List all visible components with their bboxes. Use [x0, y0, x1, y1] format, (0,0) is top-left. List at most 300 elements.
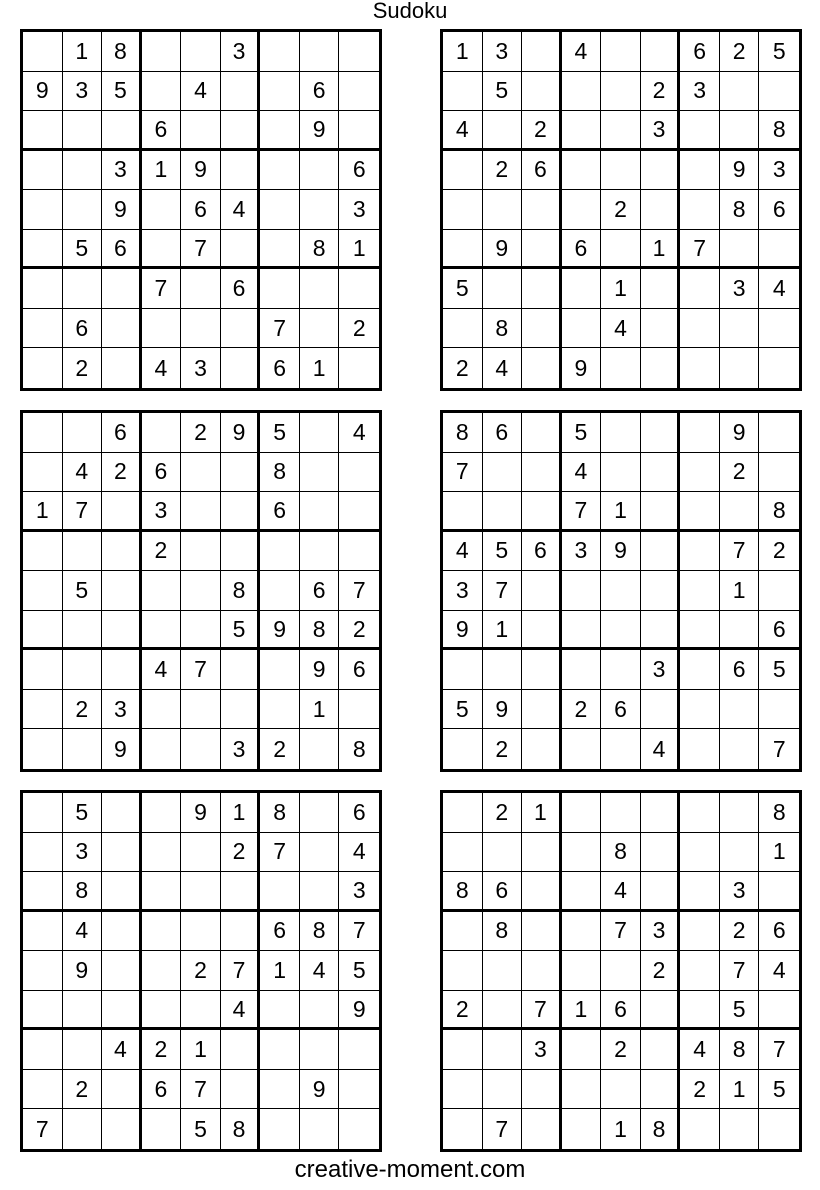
sudoku-cell[interactable] — [522, 72, 562, 112]
sudoku-cell[interactable] — [759, 413, 799, 453]
sudoku-cell[interactable]: 6 — [102, 230, 142, 270]
sudoku-cell[interactable] — [181, 912, 221, 952]
sudoku-cell[interactable]: 1 — [601, 1109, 641, 1149]
sudoku-cell[interactable]: 6 — [221, 269, 261, 309]
sudoku-cell[interactable] — [63, 991, 103, 1031]
sudoku-cell[interactable]: 9 — [483, 690, 523, 730]
sudoku-cell[interactable] — [102, 872, 142, 912]
sudoku-cell[interactable]: 4 — [221, 991, 261, 1031]
sudoku-cell[interactable] — [601, 230, 641, 270]
sudoku-cell[interactable] — [522, 912, 562, 952]
sudoku-cell[interactable] — [680, 912, 720, 952]
sudoku-cell[interactable]: 5 — [221, 611, 261, 651]
sudoku-cell[interactable]: 2 — [181, 413, 221, 453]
sudoku-cell[interactable]: 6 — [63, 309, 103, 349]
sudoku-cell[interactable] — [260, 532, 300, 572]
sudoku-cell[interactable] — [23, 571, 63, 611]
sudoku-cell[interactable]: 6 — [142, 111, 182, 151]
sudoku-cell[interactable] — [680, 309, 720, 349]
sudoku-cell[interactable]: 1 — [142, 151, 182, 191]
sudoku-cell[interactable] — [300, 532, 340, 572]
sudoku-cell[interactable] — [759, 309, 799, 349]
sudoku-cell[interactable] — [339, 269, 379, 309]
sudoku-cell[interactable] — [181, 872, 221, 912]
sudoku-cell[interactable]: 8 — [720, 190, 760, 230]
sudoku-cell[interactable] — [680, 532, 720, 572]
sudoku-cell[interactable]: 5 — [759, 1070, 799, 1110]
sudoku-cell[interactable] — [641, 611, 681, 651]
sudoku-cell[interactable]: 1 — [339, 230, 379, 270]
sudoku-cell[interactable] — [339, 453, 379, 493]
sudoku-cell[interactable] — [601, 1070, 641, 1110]
sudoku-cell[interactable]: 3 — [181, 348, 221, 388]
sudoku-cell[interactable]: 7 — [181, 1070, 221, 1110]
sudoku-cell[interactable] — [601, 111, 641, 151]
sudoku-cell[interactable]: 6 — [759, 912, 799, 952]
sudoku-cell[interactable] — [720, 729, 760, 769]
sudoku-cell[interactable] — [562, 912, 602, 952]
sudoku-cell[interactable]: 1 — [522, 793, 562, 833]
sudoku-cell[interactable] — [221, 230, 261, 270]
sudoku-cell[interactable]: 1 — [483, 611, 523, 651]
sudoku-cell[interactable] — [23, 833, 63, 873]
sudoku-cell[interactable]: 4 — [221, 190, 261, 230]
sudoku-cell[interactable] — [23, 793, 63, 833]
sudoku-cell[interactable] — [102, 991, 142, 1031]
sudoku-cell[interactable]: 8 — [221, 571, 261, 611]
sudoku-cell[interactable] — [181, 32, 221, 72]
sudoku-cell[interactable] — [443, 650, 483, 690]
sudoku-cell[interactable] — [221, 690, 261, 730]
sudoku-cell[interactable]: 6 — [142, 1070, 182, 1110]
sudoku-cell[interactable] — [680, 991, 720, 1031]
sudoku-cell[interactable] — [443, 912, 483, 952]
sudoku-cell[interactable]: 3 — [102, 151, 142, 191]
sudoku-cell[interactable] — [142, 571, 182, 611]
sudoku-cell[interactable] — [63, 190, 103, 230]
sudoku-cell[interactable]: 7 — [221, 951, 261, 991]
sudoku-cell[interactable]: 2 — [181, 951, 221, 991]
sudoku-cell[interactable] — [641, 1070, 681, 1110]
sudoku-cell[interactable] — [102, 269, 142, 309]
sudoku-cell[interactable]: 3 — [443, 571, 483, 611]
sudoku-cell[interactable]: 9 — [102, 729, 142, 769]
sudoku-cell[interactable] — [483, 1030, 523, 1070]
sudoku-cell[interactable]: 5 — [63, 230, 103, 270]
sudoku-cell[interactable] — [63, 111, 103, 151]
sudoku-cell[interactable] — [562, 190, 602, 230]
sudoku-cell[interactable]: 3 — [142, 492, 182, 532]
sudoku-cell[interactable]: 3 — [562, 532, 602, 572]
sudoku-cell[interactable] — [680, 650, 720, 690]
sudoku-cell[interactable] — [680, 833, 720, 873]
sudoku-cell[interactable] — [260, 1030, 300, 1070]
sudoku-cell[interactable]: 9 — [102, 190, 142, 230]
sudoku-cell[interactable] — [181, 492, 221, 532]
sudoku-cell[interactable]: 9 — [601, 532, 641, 572]
sudoku-cell[interactable] — [300, 453, 340, 493]
sudoku-cell[interactable] — [63, 269, 103, 309]
sudoku-cell[interactable]: 9 — [181, 793, 221, 833]
sudoku-cell[interactable] — [522, 571, 562, 611]
sudoku-cell[interactable] — [443, 951, 483, 991]
sudoku-cell[interactable] — [759, 690, 799, 730]
sudoku-cell[interactable] — [601, 571, 641, 611]
sudoku-cell[interactable] — [300, 991, 340, 1031]
sudoku-cell[interactable] — [759, 230, 799, 270]
sudoku-cell[interactable]: 2 — [759, 532, 799, 572]
sudoku-cell[interactable] — [601, 611, 641, 651]
sudoku-cell[interactable] — [260, 111, 300, 151]
sudoku-cell[interactable] — [339, 492, 379, 532]
sudoku-cell[interactable]: 6 — [181, 190, 221, 230]
sudoku-cell[interactable]: 6 — [562, 230, 602, 270]
sudoku-cell[interactable] — [23, 991, 63, 1031]
sudoku-cell[interactable] — [601, 413, 641, 453]
sudoku-cell[interactable] — [443, 1109, 483, 1149]
sudoku-cell[interactable]: 2 — [601, 190, 641, 230]
sudoku-cell[interactable]: 4 — [443, 532, 483, 572]
sudoku-cell[interactable]: 3 — [641, 111, 681, 151]
sudoku-cell[interactable]: 4 — [562, 453, 602, 493]
sudoku-cell[interactable] — [221, 492, 261, 532]
sudoku-cell[interactable]: 1 — [720, 571, 760, 611]
sudoku-cell[interactable]: 9 — [300, 650, 340, 690]
sudoku-cell[interactable]: 3 — [720, 269, 760, 309]
sudoku-cell[interactable] — [680, 111, 720, 151]
sudoku-cell[interactable]: 8 — [300, 611, 340, 651]
sudoku-cell[interactable] — [562, 872, 602, 912]
sudoku-cell[interactable] — [260, 991, 300, 1031]
sudoku-cell[interactable] — [181, 991, 221, 1031]
sudoku-cell[interactable]: 1 — [443, 32, 483, 72]
sudoku-cell[interactable] — [483, 650, 523, 690]
sudoku-cell[interactable] — [300, 190, 340, 230]
sudoku-cell[interactable] — [181, 611, 221, 651]
sudoku-cell[interactable] — [339, 690, 379, 730]
sudoku-cell[interactable] — [562, 793, 602, 833]
sudoku-cell[interactable] — [522, 453, 562, 493]
sudoku-cell[interactable]: 3 — [641, 912, 681, 952]
sudoku-cell[interactable]: 2 — [260, 729, 300, 769]
sudoku-cell[interactable] — [23, 32, 63, 72]
sudoku-cell[interactable]: 2 — [641, 951, 681, 991]
sudoku-cell[interactable]: 6 — [260, 492, 300, 532]
sudoku-cell[interactable] — [680, 793, 720, 833]
sudoku-cell[interactable]: 7 — [181, 650, 221, 690]
sudoku-cell[interactable]: 7 — [339, 571, 379, 611]
sudoku-cell[interactable] — [260, 571, 300, 611]
sudoku-cell[interactable]: 5 — [181, 1109, 221, 1149]
sudoku-cell[interactable]: 4 — [601, 309, 641, 349]
sudoku-cell[interactable] — [300, 1030, 340, 1070]
sudoku-cell[interactable] — [641, 413, 681, 453]
sudoku-cell[interactable]: 6 — [102, 413, 142, 453]
sudoku-cell[interactable]: 2 — [522, 111, 562, 151]
sudoku-cell[interactable] — [641, 571, 681, 611]
sudoku-cell[interactable]: 8 — [601, 833, 641, 873]
sudoku-cell[interactable] — [300, 872, 340, 912]
sudoku-cell[interactable] — [339, 1070, 379, 1110]
sudoku-cell[interactable]: 3 — [221, 32, 261, 72]
sudoku-cell[interactable] — [221, 532, 261, 572]
sudoku-cell[interactable] — [221, 650, 261, 690]
sudoku-cell[interactable] — [142, 230, 182, 270]
sudoku-cell[interactable] — [23, 951, 63, 991]
sudoku-cell[interactable] — [562, 951, 602, 991]
sudoku-cell[interactable] — [142, 991, 182, 1031]
sudoku-cell[interactable] — [483, 991, 523, 1031]
sudoku-cell[interactable]: 9 — [23, 72, 63, 112]
sudoku-cell[interactable] — [300, 833, 340, 873]
sudoku-cell[interactable]: 2 — [641, 72, 681, 112]
sudoku-cell[interactable] — [522, 690, 562, 730]
sudoku-cell[interactable]: 7 — [562, 492, 602, 532]
sudoku-cell[interactable] — [23, 190, 63, 230]
sudoku-cell[interactable] — [221, 912, 261, 952]
sudoku-cell[interactable] — [260, 872, 300, 912]
sudoku-cell[interactable] — [641, 309, 681, 349]
sudoku-cell[interactable] — [601, 72, 641, 112]
sudoku-cell[interactable]: 5 — [63, 571, 103, 611]
sudoku-cell[interactable]: 1 — [260, 951, 300, 991]
sudoku-cell[interactable]: 8 — [63, 872, 103, 912]
sudoku-cell[interactable] — [562, 1109, 602, 1149]
sudoku-cell[interactable]: 6 — [339, 650, 379, 690]
sudoku-cell[interactable] — [142, 309, 182, 349]
sudoku-cell[interactable] — [23, 611, 63, 651]
sudoku-cell[interactable] — [522, 1070, 562, 1110]
sudoku-cell[interactable] — [562, 650, 602, 690]
sudoku-cell[interactable] — [260, 230, 300, 270]
sudoku-cell[interactable]: 7 — [260, 833, 300, 873]
sudoku-cell[interactable] — [221, 111, 261, 151]
sudoku-cell[interactable]: 3 — [680, 72, 720, 112]
sudoku-cell[interactable]: 5 — [339, 951, 379, 991]
sudoku-cell[interactable]: 6 — [720, 650, 760, 690]
sudoku-cell[interactable] — [142, 793, 182, 833]
sudoku-cell[interactable] — [641, 453, 681, 493]
sudoku-cell[interactable] — [300, 151, 340, 191]
sudoku-cell[interactable]: 2 — [63, 1070, 103, 1110]
sudoku-cell[interactable] — [23, 348, 63, 388]
sudoku-cell[interactable] — [23, 690, 63, 730]
sudoku-cell[interactable] — [181, 453, 221, 493]
sudoku-cell[interactable] — [23, 532, 63, 572]
sudoku-cell[interactable]: 7 — [23, 1109, 63, 1149]
sudoku-cell[interactable] — [63, 611, 103, 651]
sudoku-cell[interactable] — [339, 32, 379, 72]
sudoku-cell[interactable] — [601, 453, 641, 493]
sudoku-cell[interactable]: 5 — [483, 72, 523, 112]
sudoku-cell[interactable] — [63, 729, 103, 769]
sudoku-cell[interactable] — [522, 269, 562, 309]
sudoku-cell[interactable] — [63, 650, 103, 690]
sudoku-cell[interactable] — [300, 793, 340, 833]
sudoku-cell[interactable] — [23, 413, 63, 453]
sudoku-cell[interactable] — [142, 1109, 182, 1149]
sudoku-cell[interactable]: 4 — [483, 348, 523, 388]
sudoku-cell[interactable] — [641, 690, 681, 730]
sudoku-cell[interactable] — [63, 1030, 103, 1070]
sudoku-cell[interactable] — [759, 571, 799, 611]
sudoku-cell[interactable] — [102, 571, 142, 611]
sudoku-cell[interactable] — [720, 1109, 760, 1149]
sudoku-cell[interactable] — [102, 650, 142, 690]
sudoku-cell[interactable]: 6 — [680, 32, 720, 72]
sudoku-cell[interactable] — [142, 951, 182, 991]
sudoku-cell[interactable]: 9 — [300, 111, 340, 151]
sudoku-cell[interactable]: 7 — [142, 269, 182, 309]
sudoku-cell[interactable] — [759, 453, 799, 493]
sudoku-cell[interactable] — [221, 348, 261, 388]
sudoku-cell[interactable] — [720, 833, 760, 873]
sudoku-cell[interactable] — [102, 833, 142, 873]
sudoku-cell[interactable] — [260, 1070, 300, 1110]
sudoku-cell[interactable] — [142, 833, 182, 873]
sudoku-cell[interactable] — [102, 309, 142, 349]
sudoku-cell[interactable]: 4 — [759, 269, 799, 309]
sudoku-cell[interactable] — [23, 111, 63, 151]
sudoku-cell[interactable] — [562, 729, 602, 769]
sudoku-cell[interactable]: 6 — [601, 690, 641, 730]
sudoku-cell[interactable] — [443, 1070, 483, 1110]
sudoku-cell[interactable]: 9 — [181, 151, 221, 191]
sudoku-cell[interactable] — [443, 793, 483, 833]
sudoku-cell[interactable]: 4 — [680, 1030, 720, 1070]
sudoku-cell[interactable]: 1 — [641, 230, 681, 270]
sudoku-cell[interactable] — [221, 1070, 261, 1110]
sudoku-cell[interactable]: 4 — [759, 951, 799, 991]
sudoku-cell[interactable]: 1 — [181, 1030, 221, 1070]
sudoku-cell[interactable] — [23, 650, 63, 690]
sudoku-cell[interactable] — [443, 492, 483, 532]
sudoku-cell[interactable] — [641, 991, 681, 1031]
sudoku-cell[interactable]: 8 — [759, 492, 799, 532]
sudoku-cell[interactable] — [641, 269, 681, 309]
sudoku-cell[interactable] — [102, 492, 142, 532]
sudoku-cell[interactable]: 2 — [63, 348, 103, 388]
sudoku-cell[interactable] — [300, 269, 340, 309]
sudoku-cell[interactable] — [443, 72, 483, 112]
sudoku-cell[interactable] — [641, 190, 681, 230]
sudoku-cell[interactable]: 1 — [562, 991, 602, 1031]
sudoku-cell[interactable] — [23, 151, 63, 191]
sudoku-cell[interactable] — [23, 1030, 63, 1070]
sudoku-cell[interactable] — [260, 190, 300, 230]
sudoku-cell[interactable]: 7 — [483, 1109, 523, 1149]
sudoku-cell[interactable]: 7 — [759, 1030, 799, 1070]
sudoku-cell[interactable] — [142, 190, 182, 230]
sudoku-cell[interactable] — [142, 72, 182, 112]
sudoku-cell[interactable]: 8 — [720, 1030, 760, 1070]
sudoku-cell[interactable]: 2 — [63, 690, 103, 730]
sudoku-cell[interactable] — [680, 492, 720, 532]
sudoku-cell[interactable] — [483, 1070, 523, 1110]
sudoku-cell[interactable] — [680, 729, 720, 769]
sudoku-cell[interactable]: 8 — [483, 309, 523, 349]
sudoku-cell[interactable] — [720, 492, 760, 532]
sudoku-cell[interactable] — [720, 72, 760, 112]
sudoku-cell[interactable] — [260, 151, 300, 191]
sudoku-cell[interactable] — [339, 1109, 379, 1149]
sudoku-cell[interactable]: 6 — [300, 72, 340, 112]
sudoku-cell[interactable] — [339, 72, 379, 112]
sudoku-cell[interactable] — [522, 492, 562, 532]
sudoku-cell[interactable] — [759, 72, 799, 112]
sudoku-cell[interactable]: 2 — [720, 912, 760, 952]
sudoku-cell[interactable] — [601, 951, 641, 991]
sudoku-cell[interactable]: 7 — [601, 912, 641, 952]
sudoku-cell[interactable] — [562, 151, 602, 191]
sudoku-cell[interactable] — [181, 729, 221, 769]
sudoku-cell[interactable]: 4 — [63, 912, 103, 952]
sudoku-cell[interactable]: 7 — [443, 453, 483, 493]
sudoku-cell[interactable]: 4 — [142, 348, 182, 388]
sudoku-cell[interactable]: 8 — [641, 1109, 681, 1149]
sudoku-cell[interactable] — [300, 492, 340, 532]
sudoku-cell[interactable]: 4 — [339, 413, 379, 453]
sudoku-cell[interactable] — [483, 269, 523, 309]
sudoku-cell[interactable] — [522, 32, 562, 72]
sudoku-cell[interactable]: 8 — [300, 230, 340, 270]
sudoku-cell[interactable]: 8 — [221, 1109, 261, 1149]
sudoku-cell[interactable] — [443, 833, 483, 873]
sudoku-cell[interactable]: 9 — [260, 611, 300, 651]
sudoku-cell[interactable] — [443, 309, 483, 349]
sudoku-cell[interactable] — [562, 72, 602, 112]
sudoku-cell[interactable]: 3 — [221, 729, 261, 769]
sudoku-cell[interactable] — [260, 72, 300, 112]
sudoku-cell[interactable]: 4 — [562, 32, 602, 72]
sudoku-cell[interactable]: 9 — [63, 951, 103, 991]
sudoku-cell[interactable]: 2 — [339, 309, 379, 349]
sudoku-cell[interactable] — [641, 348, 681, 388]
sudoku-cell[interactable] — [63, 532, 103, 572]
sudoku-cell[interactable]: 1 — [300, 348, 340, 388]
sudoku-cell[interactable] — [181, 309, 221, 349]
sudoku-cell[interactable] — [181, 690, 221, 730]
sudoku-cell[interactable]: 3 — [63, 833, 103, 873]
sudoku-cell[interactable] — [221, 151, 261, 191]
sudoku-cell[interactable]: 5 — [443, 269, 483, 309]
sudoku-cell[interactable]: 8 — [759, 111, 799, 151]
sudoku-cell[interactable]: 6 — [483, 413, 523, 453]
sudoku-cell[interactable] — [102, 611, 142, 651]
sudoku-cell[interactable] — [680, 151, 720, 191]
sudoku-cell[interactable] — [221, 453, 261, 493]
sudoku-cell[interactable]: 6 — [339, 793, 379, 833]
sudoku-cell[interactable] — [339, 348, 379, 388]
sudoku-cell[interactable]: 5 — [483, 532, 523, 572]
sudoku-cell[interactable] — [181, 532, 221, 572]
sudoku-cell[interactable] — [63, 151, 103, 191]
sudoku-cell[interactable]: 8 — [483, 912, 523, 952]
sudoku-cell[interactable]: 5 — [63, 793, 103, 833]
sudoku-cell[interactable] — [221, 872, 261, 912]
sudoku-cell[interactable]: 2 — [562, 690, 602, 730]
sudoku-cell[interactable]: 5 — [102, 72, 142, 112]
sudoku-cell[interactable]: 7 — [720, 532, 760, 572]
sudoku-cell[interactable] — [23, 309, 63, 349]
sudoku-cell[interactable]: 4 — [142, 650, 182, 690]
sudoku-cell[interactable]: 5 — [562, 413, 602, 453]
sudoku-cell[interactable] — [641, 492, 681, 532]
sudoku-cell[interactable] — [483, 951, 523, 991]
sudoku-cell[interactable] — [680, 1109, 720, 1149]
sudoku-cell[interactable] — [260, 1109, 300, 1149]
sudoku-cell[interactable]: 7 — [522, 991, 562, 1031]
